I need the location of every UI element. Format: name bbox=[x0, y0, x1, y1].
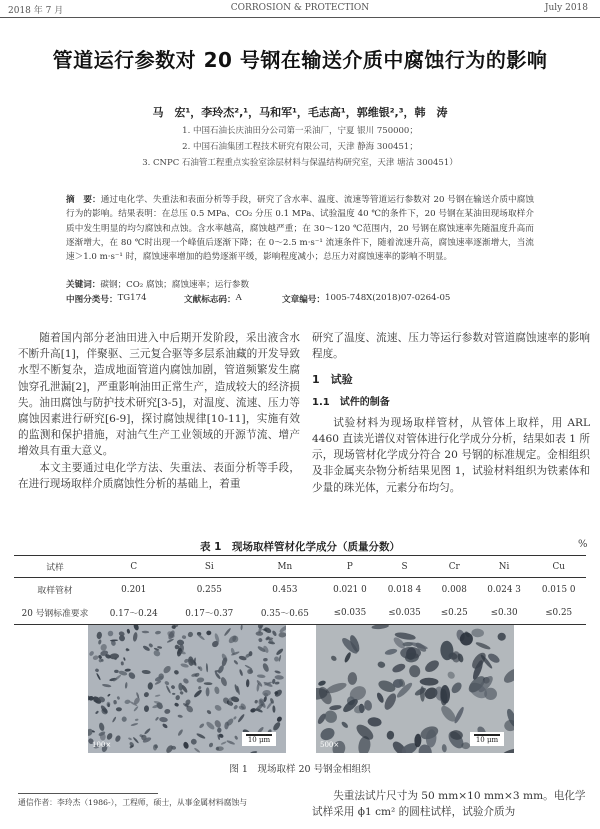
table-header-cell: Mn bbox=[247, 556, 323, 578]
grain bbox=[121, 661, 124, 665]
grain bbox=[143, 691, 150, 698]
grain bbox=[162, 723, 169, 729]
grain bbox=[262, 662, 270, 672]
grain bbox=[130, 722, 138, 726]
grain bbox=[95, 710, 99, 714]
grain bbox=[271, 630, 277, 637]
scale-label: 10 μm bbox=[475, 736, 499, 744]
body-paragraph: 本文主要通过电化学方法、失重法、表面分析等手段，在进行现场取样介质腐蚀性分析的基础上，着重 bbox=[18, 461, 300, 490]
article-value: 1005-748X(2018)07-0264-05 bbox=[324, 293, 451, 303]
grain bbox=[98, 722, 105, 731]
grain bbox=[114, 734, 121, 742]
grain bbox=[106, 702, 110, 707]
grain bbox=[234, 735, 239, 740]
grain bbox=[376, 692, 385, 704]
grain bbox=[96, 631, 102, 639]
paper-title: 管道运行参数对 20 号钢在输送介质中腐蚀行为的影响 bbox=[52, 48, 548, 72]
table-cell: 0.015 0 bbox=[541, 584, 576, 595]
grain bbox=[92, 655, 99, 661]
grain bbox=[423, 658, 441, 674]
table-cell: ≤0.25 bbox=[432, 601, 477, 625]
grain bbox=[272, 721, 282, 732]
grain bbox=[377, 661, 386, 669]
grain bbox=[178, 683, 183, 691]
grain bbox=[214, 686, 220, 695]
grain bbox=[226, 740, 235, 746]
grain bbox=[233, 704, 239, 710]
table-cell: 0.255 bbox=[196, 584, 222, 595]
grain bbox=[124, 699, 131, 705]
grain bbox=[206, 687, 210, 696]
table-cell: 0.018 4 bbox=[387, 584, 422, 595]
body-paragraph: 试验材料为现场取样管材，从管体上取样，用 ARL 4460 直读光谱仪对管体进行化学成分分析，结果如表 1 所示，现场管材化学成分符合 20 号钢的标准规定。金相组织及非金属夹杂物分析结果见图 1，试验材料组织为铁素体和少量的珠光体，元素分布均匀。 bbox=[312, 416, 590, 494]
grain bbox=[206, 709, 212, 715]
grain bbox=[274, 670, 281, 674]
grain bbox=[172, 693, 176, 695]
body-continuation: 失重法试片尺寸为 50 mm×10 mm×3 mm。电化学试样采用 ϕ1 cm² 的圆柱试样，试验介质为 bbox=[312, 790, 586, 819]
grain bbox=[88, 728, 94, 737]
grain bbox=[194, 747, 201, 753]
grain bbox=[400, 647, 421, 659]
grain bbox=[343, 651, 352, 663]
grain bbox=[132, 737, 139, 744]
grain bbox=[109, 653, 119, 660]
grain bbox=[165, 685, 171, 694]
body-paragraph: 随着国内部分老油田进入中后期开发阶段，采出液含水不断升高[1]，伴聚驱、三元复合驱等多层系油藏的开发导致水型不断复杂，造成地面管道内腐蚀加剧，管道频繁发生腐蚀穿孔泄漏[2]，严重影响油田正常生产，造成较大的经济损失。油田腐蚀与防护技术研究[3-5]，对温度、流速、压力等腐蚀因素进行研究[6-9]，探讨腐蚀规律[10-11]，实施有效的监测和保护措施，对油气生产工业领域的开源节流、增产增效具有重大意义。 bbox=[18, 332, 300, 458]
grain bbox=[250, 751, 258, 753]
grain bbox=[215, 746, 223, 751]
grain bbox=[262, 690, 271, 697]
grain bbox=[147, 682, 153, 690]
composition-table bbox=[14, 555, 586, 625]
article-number bbox=[282, 293, 451, 305]
abstract-label: 摘 要： bbox=[66, 195, 101, 205]
affiliation-3: 3. CNPC 石油管工程重点实验室涂层材料与保温结构研究室，天津 塘沽 300451） bbox=[142, 158, 458, 168]
grain bbox=[217, 727, 222, 732]
grain bbox=[498, 633, 506, 641]
body-left-column bbox=[18, 330, 300, 492]
grain bbox=[164, 709, 171, 715]
grain bbox=[420, 678, 439, 686]
grain bbox=[124, 668, 130, 672]
grain bbox=[278, 632, 286, 638]
grain bbox=[239, 669, 244, 676]
table-caption: 表 1 现场取样管材化学成分（质量分数） bbox=[200, 541, 400, 553]
grain bbox=[142, 670, 151, 675]
grain bbox=[274, 675, 283, 680]
table-cell: ≤0.035 bbox=[377, 601, 432, 625]
grain bbox=[155, 630, 161, 634]
grain bbox=[272, 705, 275, 713]
table-cell: 0.453 bbox=[272, 584, 298, 595]
grain bbox=[367, 717, 382, 728]
article-label: 文章编号： bbox=[282, 295, 325, 305]
table-cell: 0.008 bbox=[441, 584, 467, 595]
grain bbox=[233, 659, 239, 665]
grain bbox=[164, 680, 170, 686]
grain bbox=[206, 630, 211, 635]
grain bbox=[159, 717, 168, 723]
table-row bbox=[14, 578, 586, 602]
table-header-cell: Cu bbox=[531, 556, 586, 578]
grain bbox=[233, 716, 237, 720]
grain bbox=[330, 655, 338, 662]
clc bbox=[66, 293, 147, 305]
scale-bar-right bbox=[470, 732, 504, 746]
grain bbox=[220, 676, 228, 687]
table-header-cell: Cr bbox=[432, 556, 477, 578]
magnification-left: 100× bbox=[92, 741, 112, 749]
scale-label: 10 μm bbox=[247, 736, 271, 744]
grain bbox=[263, 626, 272, 634]
grain bbox=[113, 700, 117, 705]
grain bbox=[187, 631, 194, 638]
grain bbox=[382, 692, 398, 712]
table-header-cell: 试样 bbox=[14, 556, 96, 578]
grain bbox=[223, 627, 231, 636]
grain bbox=[181, 635, 186, 640]
grain bbox=[177, 714, 183, 718]
grain bbox=[132, 632, 138, 642]
grain bbox=[98, 639, 102, 645]
grain bbox=[386, 730, 394, 740]
abstract-text: 通过电化学、失重法和表面分析等手段，研究了含水率、温度、流速等管道运行参数对 20 号钢在输送介质中腐蚀行为的影响。结果表明：在总压 0.5 MPa、CO₂ 分压 0.1 MPa、试验温度 40 ℃的条件下，20 号钢在某油田现场取样介质中发生明显的均匀腐蚀和点蚀。含水率越高，腐蚀越严重；在 30～120 ℃范围内，20 号钢在腐蚀速率先随温度升高而逐渐增大，在 80 ℃时出现一个峰值后逐渐下降；在 0～2.5 m·s⁻¹ 流速条件下，随着流速升高，腐蚀速率逐渐增大，当流速＞1.0 m·s⁻¹ 时，腐蚀速率增加的趋势逐渐平缓，影响程度减小；总压力对腐蚀速率的影响不明显。 bbox=[66, 195, 534, 263]
grain bbox=[148, 643, 154, 649]
grain bbox=[144, 705, 149, 712]
grain bbox=[100, 643, 108, 652]
affiliation-1: 1. 中国石油长庆油田分公司第一采油厂，宁夏 银川 750000； bbox=[182, 126, 418, 136]
clc-label: 中图分类号： bbox=[66, 295, 118, 305]
grain bbox=[173, 669, 179, 675]
grain bbox=[206, 663, 209, 672]
affiliation-2: 2. 中国石油集团工程技术研究有限公司，天津 静海 300451； bbox=[182, 142, 418, 152]
grain bbox=[504, 719, 514, 731]
grain bbox=[371, 625, 389, 630]
grain bbox=[110, 639, 118, 641]
table-cell: 0.17～0.37 bbox=[172, 601, 248, 625]
grain bbox=[127, 671, 136, 680]
grain bbox=[453, 706, 465, 724]
grain bbox=[133, 625, 140, 631]
grain bbox=[391, 662, 406, 674]
grain bbox=[193, 689, 203, 699]
grain bbox=[155, 716, 160, 721]
grain bbox=[174, 702, 179, 707]
grain bbox=[122, 716, 127, 722]
grain bbox=[275, 681, 280, 684]
grain bbox=[244, 664, 252, 670]
table-cell: ≤0.035 bbox=[323, 601, 378, 625]
grain bbox=[116, 707, 122, 711]
grain bbox=[208, 742, 214, 748]
grain bbox=[182, 677, 190, 684]
grain bbox=[179, 691, 184, 696]
grain bbox=[318, 726, 336, 743]
grain bbox=[88, 650, 94, 657]
table-cell: 取样管材 bbox=[37, 586, 73, 596]
grain bbox=[107, 693, 111, 697]
table-header-cell: C bbox=[96, 556, 172, 578]
grain bbox=[177, 729, 184, 737]
grain bbox=[123, 657, 126, 661]
magnification-right: 500× bbox=[320, 741, 340, 749]
grain bbox=[107, 630, 114, 637]
grain bbox=[408, 664, 421, 678]
grain bbox=[263, 658, 268, 662]
footnote: 通信作者：李玲杰（1986-），工程师，硕士，从事金属材料腐蚀与 bbox=[18, 798, 248, 807]
header-date: 2018 年 7 月 bbox=[8, 6, 64, 16]
grain bbox=[501, 666, 514, 686]
grain bbox=[190, 738, 197, 745]
table-header-cell: Ni bbox=[477, 556, 532, 578]
header-date-en: July 2018 bbox=[544, 3, 588, 13]
grain bbox=[318, 680, 327, 687]
grain bbox=[341, 721, 350, 729]
table-header-cell: Si bbox=[172, 556, 248, 578]
micrograph-right bbox=[316, 625, 514, 753]
grain bbox=[275, 648, 284, 656]
grain bbox=[322, 708, 340, 726]
doc-label: 文献标志码： bbox=[184, 295, 236, 305]
keywords-label: 关键词： bbox=[66, 280, 101, 290]
grain bbox=[450, 681, 464, 695]
grain bbox=[446, 670, 456, 680]
table-header-row bbox=[14, 556, 586, 578]
grain bbox=[144, 728, 151, 735]
grain bbox=[198, 686, 202, 690]
grain bbox=[102, 683, 112, 687]
grain bbox=[116, 696, 120, 700]
grain bbox=[133, 706, 139, 712]
grain bbox=[194, 672, 200, 678]
grain bbox=[204, 682, 213, 685]
scale-bar-left bbox=[242, 732, 276, 746]
grain bbox=[471, 628, 484, 637]
doc-value: A bbox=[235, 293, 242, 303]
grain bbox=[182, 741, 189, 749]
grain bbox=[501, 747, 514, 753]
grain bbox=[118, 631, 125, 637]
section-heading: 1 试验 bbox=[312, 373, 353, 387]
grain bbox=[125, 682, 128, 689]
grain bbox=[106, 732, 114, 741]
grain bbox=[170, 684, 175, 689]
grain bbox=[162, 665, 172, 675]
grain bbox=[177, 639, 185, 645]
grain bbox=[240, 625, 242, 630]
header-journal: CORROSION & PROTECTION bbox=[230, 3, 370, 13]
grain bbox=[254, 699, 258, 704]
grain bbox=[135, 718, 139, 721]
abstract bbox=[66, 193, 534, 264]
grain bbox=[180, 663, 189, 669]
grain bbox=[96, 673, 101, 681]
table-cell: 0.024 3 bbox=[487, 584, 521, 595]
doc-code bbox=[184, 293, 242, 305]
grain bbox=[246, 679, 250, 687]
grain bbox=[213, 719, 222, 729]
grain bbox=[214, 704, 223, 712]
grain bbox=[220, 741, 226, 745]
grain bbox=[114, 670, 119, 674]
grain bbox=[475, 641, 491, 651]
table-cell: 0.021 0 bbox=[333, 584, 367, 595]
keywords bbox=[66, 278, 534, 290]
grain bbox=[384, 648, 397, 656]
grain bbox=[250, 707, 257, 713]
grain bbox=[230, 695, 240, 703]
grain bbox=[237, 713, 245, 723]
grain bbox=[157, 646, 162, 649]
grain bbox=[128, 737, 132, 740]
table-header-cell: S bbox=[377, 556, 432, 578]
grain bbox=[347, 672, 357, 685]
table-cell: 0.17～0.24 bbox=[96, 601, 172, 625]
table-cell: ≤0.25 bbox=[531, 601, 586, 625]
author-list: 马 宏¹，李玲杰²,¹，马和军¹，毛志高¹，郭维银²,³，韩 涛 bbox=[152, 106, 448, 119]
body-right-column bbox=[312, 330, 590, 496]
table-row bbox=[14, 601, 586, 625]
grain bbox=[258, 637, 263, 642]
table-cell: ≤0.30 bbox=[477, 601, 532, 625]
footnote-divider bbox=[18, 793, 158, 794]
figure-caption: 图 1 现场取样 20 号钢金相组织 bbox=[229, 764, 371, 775]
grain bbox=[196, 677, 204, 683]
grain bbox=[126, 629, 130, 634]
grain bbox=[196, 732, 206, 739]
grain bbox=[142, 631, 150, 634]
grain bbox=[441, 744, 447, 753]
grain bbox=[112, 716, 117, 723]
grain bbox=[94, 668, 99, 673]
table-cell: 20 号钢标准要求 bbox=[14, 601, 96, 625]
grain bbox=[274, 656, 280, 662]
table-cell: 0.201 bbox=[121, 584, 147, 595]
grain bbox=[155, 694, 161, 697]
table-unit: % bbox=[578, 539, 588, 550]
body-paragraph: 研究了温度、流速、压力等运行参数对管道腐蚀速率的影响程度。 bbox=[312, 332, 590, 361]
running-header bbox=[0, 0, 600, 18]
grain bbox=[175, 695, 180, 701]
clc-value: TG174 bbox=[117, 293, 147, 303]
grain bbox=[329, 704, 342, 710]
table-header-cell: P bbox=[323, 556, 378, 578]
micrograph-left bbox=[88, 625, 286, 753]
table-cell: 0.35～0.65 bbox=[247, 601, 323, 625]
grain bbox=[205, 720, 216, 730]
subsection-heading: 1.1 试件的制备 bbox=[312, 396, 390, 408]
grain bbox=[198, 723, 204, 729]
keywords-text: 碳钢；CO₂ 腐蚀；腐蚀速率；运行参数 bbox=[100, 280, 250, 290]
grain bbox=[276, 716, 283, 723]
grain bbox=[257, 674, 266, 678]
